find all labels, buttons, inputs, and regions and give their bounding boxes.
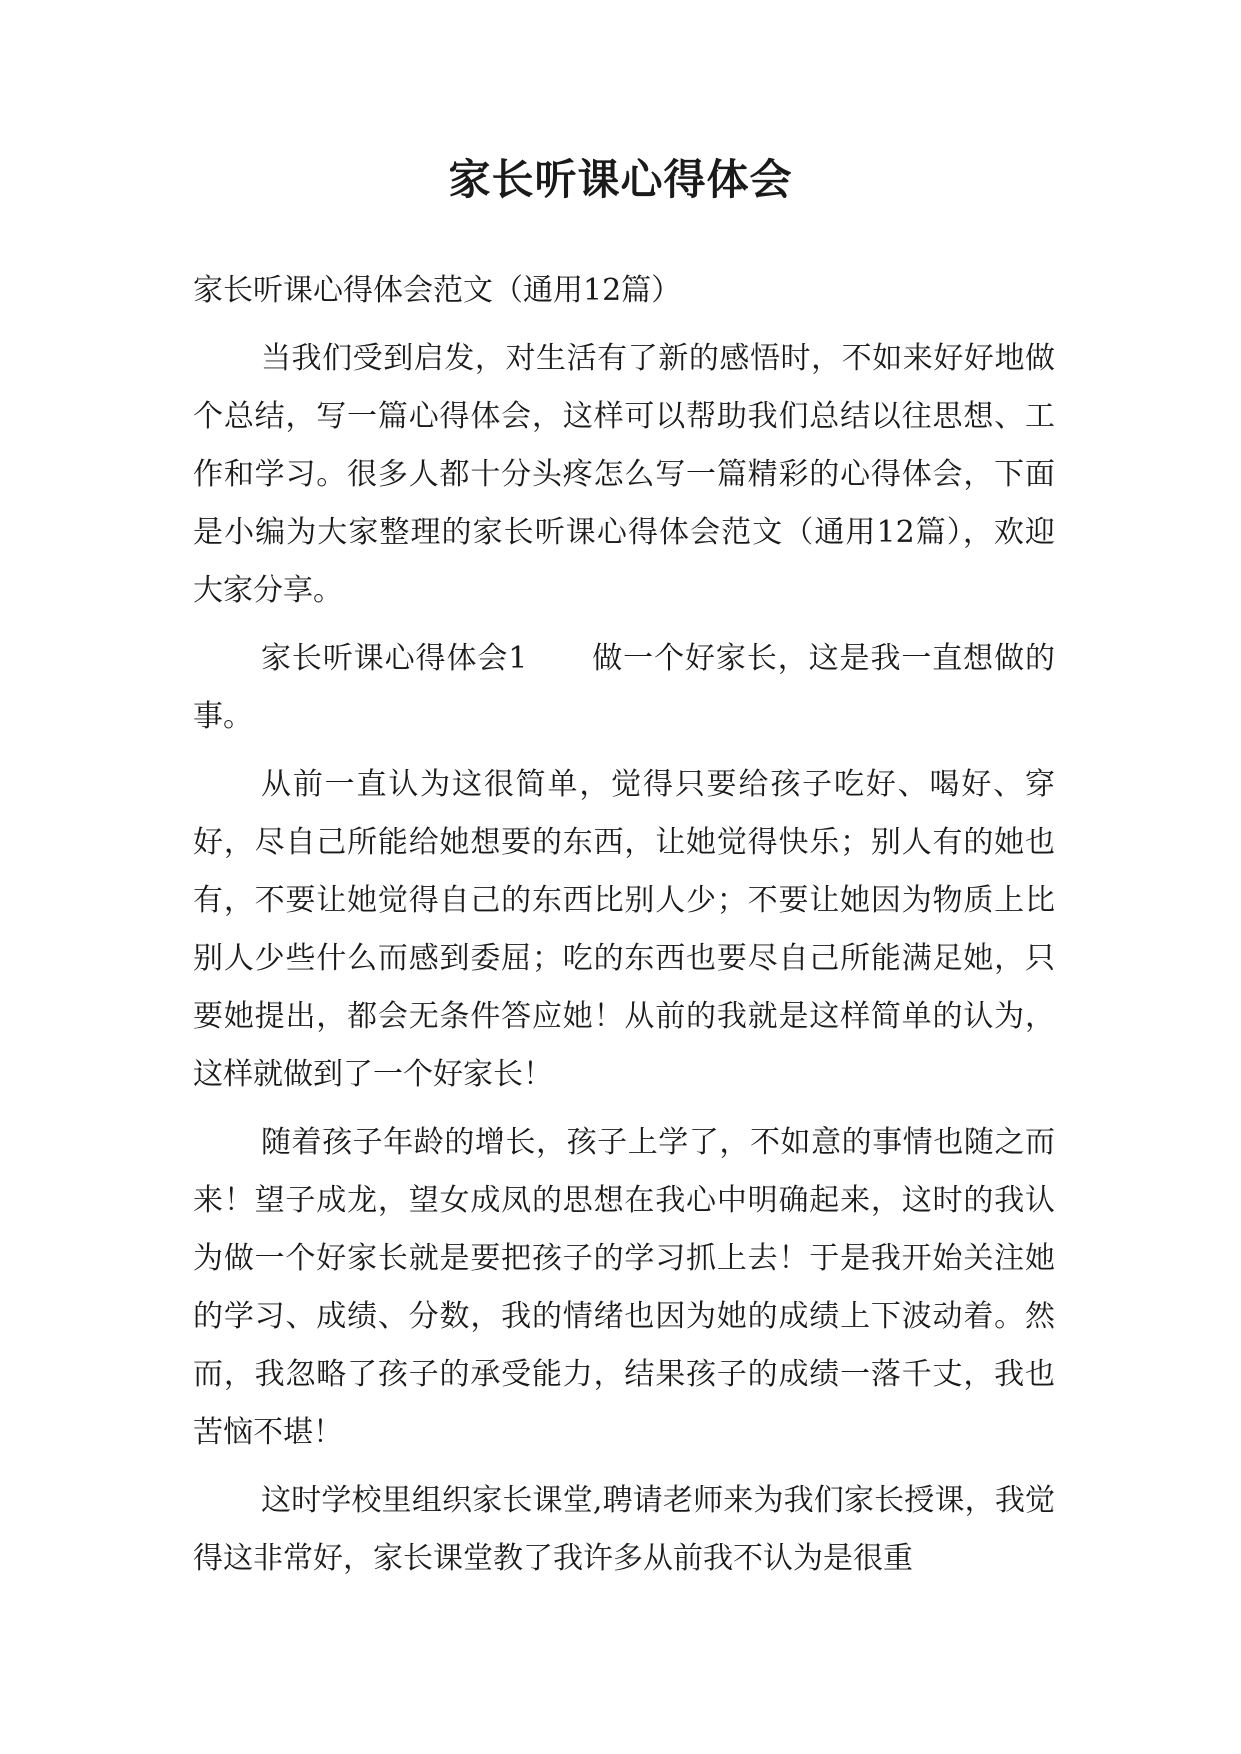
body-paragraph: 随着孩子年龄的增长，孩子上学了，不如意的事情也随之而来！望子成龙，望女成凤的思想在我心中明确起来，这时的我认为做一个好家长就是要把孩子的学习抓上去！于是我开始关注她的学习、成绩、分数，我的情绪也因为她的成绩上下波动着。然而，我忽略了孩子的承受能力，结果孩子的成绩一落千丈，我也苦恼不堪！ (193, 1125, 1055, 1450)
body-paragraph: 从前一直认为这很简单，觉得只要给孩子吃好、喝好、穿好，尽自己所能给她想要的东西，让她觉得快乐；别人有的她也有，不要让她觉得自己的东西比别人少；不要让她因为物质上比别人少些什么而感到委屈；吃的东西也要尽自己所能满足她，只要她提出，都会无条件答应她！从前的我就是这样简单的认为，这样就做到了一个好家长！ (193, 767, 1055, 1092)
document-title: 家长听课心得体会 (448, 155, 793, 204)
body-paragraph: 这时学校里组织家长课堂,聘请老师来为我们家长授课，我觉得这非常好，家长课堂教了我许多从前我不认为是很重 (193, 1483, 1055, 1576)
section-1-paragraph (193, 630, 1055, 746)
section-heading: 家长听课心得体会1 (261, 641, 528, 676)
intro-paragraph: 当我们受到启发，对生活有了新的感悟时，不如来好好地做个总结，写一篇心得体会，这样可以帮助我们总结以往思想、工作和学习。很多人都十分头疼怎么写一篇精彩的心得体会，下面是小编为大家整理的家长听课心得体会范文（通用12篇），欢迎大家分享。 (193, 341, 1055, 608)
section-first-sentence: 做一个好家长，这是我一直想做的事。 (193, 641, 1055, 734)
document-body (193, 262, 1055, 1598)
document-subtitle: 家长听课心得体会范文（通用12篇） (193, 273, 682, 308)
